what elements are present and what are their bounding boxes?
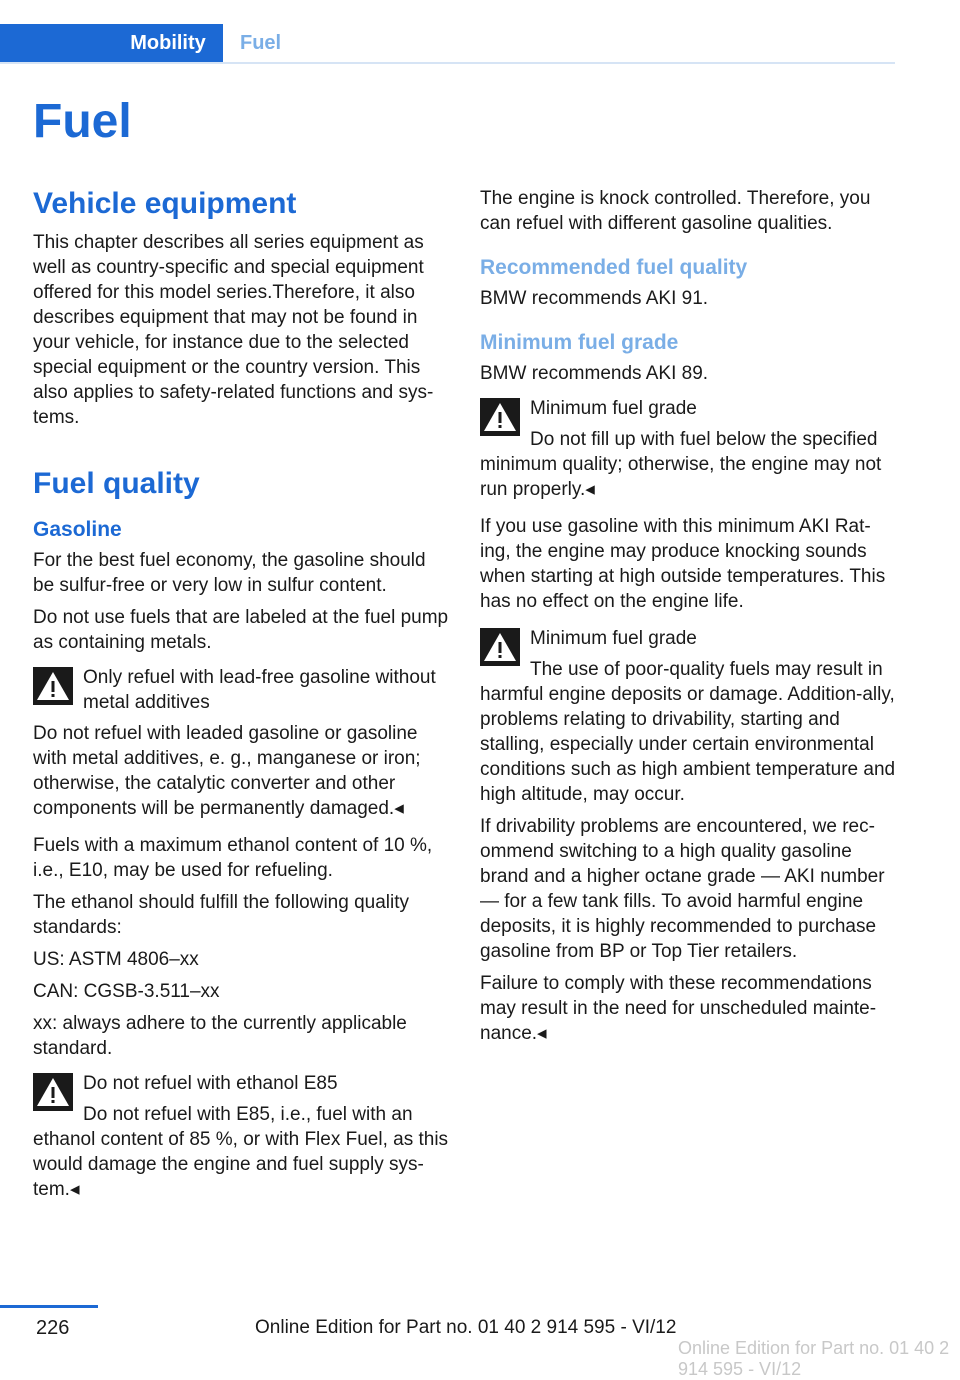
ethanol-paragraph-1: Fuels with a maximum ethanol content of 10 %, i.e., E10, may be used for refueling. bbox=[33, 835, 433, 881]
warning-lead-free-title: Only refuel with lead-free gasoline without metal additives bbox=[83, 667, 436, 713]
warning-e85 bbox=[33, 1071, 449, 1202]
minimum-fuel-text: BMW recommends AKI 89. bbox=[480, 363, 709, 384]
left-column bbox=[33, 186, 449, 1209]
watermark: Online Edition for Part no. 01 40 2 914 595 - VI/12 bbox=[678, 1338, 950, 1379]
vehicle-equipment-heading: Vehicle equipment bbox=[33, 187, 297, 220]
ethanol-paragraph-2: The ethanol should fulfill the following quality standards: bbox=[33, 892, 410, 938]
gasoline-heading: Gasoline bbox=[33, 518, 122, 541]
standard-note: xx: always adhere to the currently applicable standard. bbox=[33, 1013, 407, 1059]
tab-mobility[interactable]: Mobility bbox=[113, 24, 223, 62]
tab-fuel[interactable]: Fuel bbox=[240, 32, 282, 54]
gasoline-paragraph-1: For the best fuel economy, the gasoline should be sulfur-free or very low in sulfur content. bbox=[33, 550, 426, 596]
warning-minimum-grade-1-text: Do not fill up with fuel below the specified minimum quality; otherwise, the engine may not run properly.◂ bbox=[480, 429, 882, 500]
standard-us: US: ASTM 4806–xx bbox=[33, 949, 199, 970]
warning-triangle-icon bbox=[480, 628, 520, 666]
warning-triangle-icon bbox=[480, 398, 520, 436]
gasoline-paragraph-2: Do not use fuels that are labeled at the fuel pump as containing metals. bbox=[33, 607, 449, 653]
warning-e85-title: Do not refuel with ethanol E85 bbox=[83, 1073, 338, 1094]
chapter-tabs bbox=[0, 24, 895, 64]
warning-triangle-icon bbox=[33, 1073, 73, 1111]
footer-line bbox=[0, 1305, 98, 1308]
warning-lead-free bbox=[33, 665, 449, 821]
page-number: 226 bbox=[36, 1317, 70, 1339]
aki-rating-text: If you use gasoline with this minimum AKI Rat‐ing, the engine may produce knocking sounds when starting at high outside temperatures. This has no effect on the engine life. bbox=[480, 516, 886, 612]
page-title: Fuel bbox=[33, 95, 132, 148]
warning-lead-free-text: Do not refuel with leaded gasoline or gasoline with metal additives, e. g., manganese or iron; otherwise, the catalytic converter and other components will be permanently damaged.◂ bbox=[33, 723, 421, 819]
vehicle-equipment-text: This chapter describes all series equipment as well as country-specific and special equipment offered for this model series.Therefore, it also describes equipment that may not be found in your vehicle, for instance due to the selected special equipment or the country version. This also applies to safety-related functions and sys‐tems. bbox=[33, 232, 434, 428]
warning-minimum-grade-2-text: The use of poor-quality fuels may result in harmful engine deposits or damage. Addition‐ally, problems relating to drivability, starting and stalling, especially under certain environmental conditions such as high ambient temperature and high altitude, may occur. bbox=[480, 659, 896, 805]
warning-triangle-icon bbox=[33, 667, 73, 705]
warning-minimum-grade-2-title: Minimum fuel grade bbox=[530, 628, 697, 649]
minimum-fuel-heading: Minimum fuel grade bbox=[480, 331, 679, 354]
standard-can: CAN: CGSB-3.511–xx bbox=[33, 981, 220, 1002]
warning-minimum-grade-1-title: Minimum fuel grade bbox=[530, 398, 697, 419]
right-column bbox=[480, 186, 898, 1053]
fuel-quality-heading: Fuel quality bbox=[33, 467, 200, 500]
drivability-text: If drivability problems are encountered, we rec‐ommend switching to a high quality gasoline brand and a higher octane grade — AKI number — for a few tank fills. To avoid harmful engine deposits, it is highly recommended to purchase gasoline from BP or Top Tier retailers. bbox=[480, 816, 885, 962]
failure-text: Failure to comply with these recommendations may result in the need for unscheduled mainte‐nance.◂ bbox=[480, 973, 877, 1044]
warning-e85-text: Do not refuel with E85, i.e., fuel with an ethanol content of 85 %, or with Flex Fuel, as this would damage the engine and fuel supply sys‐tem.◂ bbox=[33, 1104, 449, 1200]
recommended-fuel-heading: Recommended fuel quality bbox=[480, 256, 748, 279]
warning-minimum-grade-2 bbox=[480, 626, 898, 807]
warning-minimum-grade-1 bbox=[480, 396, 898, 502]
edition-text: Online Edition for Part no. 01 40 2 914 595 - VI/12 bbox=[255, 1317, 677, 1338]
knock-control-text: The engine is knock controlled. Therefore, you can refuel with different gasoline qualities. bbox=[480, 188, 871, 234]
tab-lead-bar bbox=[0, 24, 113, 62]
recommended-fuel-text: BMW recommends AKI 91. bbox=[480, 288, 709, 309]
